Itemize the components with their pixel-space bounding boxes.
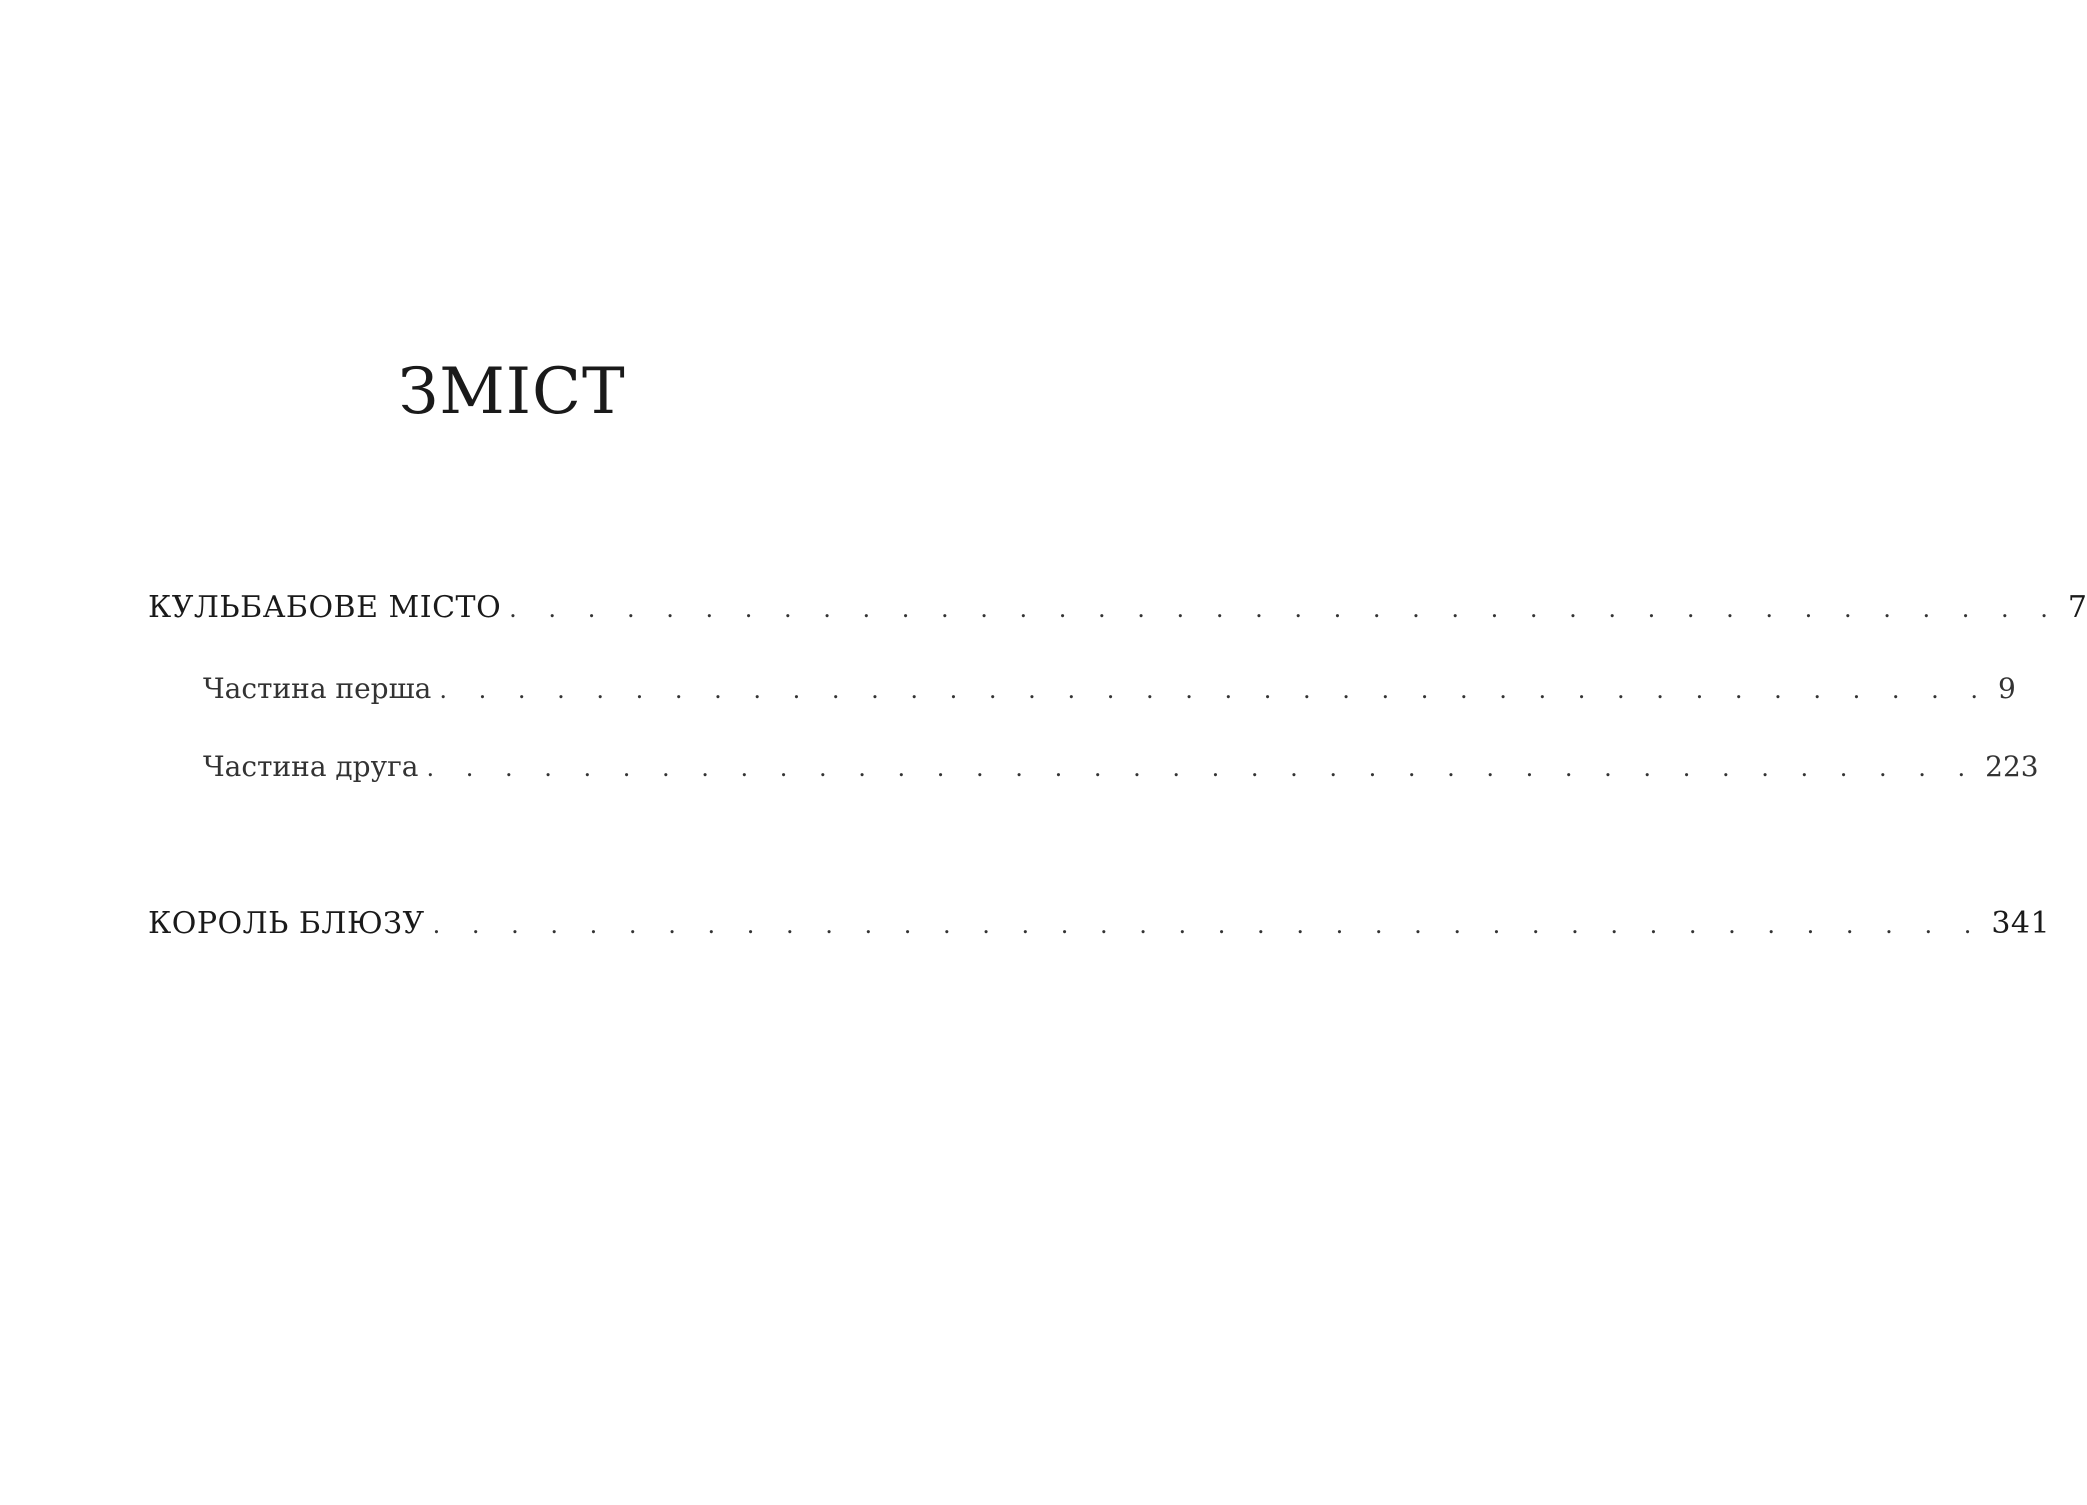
toc-dot-leader: . . . . . . . . . . . . . . . . . . . . . . . . . . . . . . . . . . . . . . . . (509, 595, 2060, 623)
toc-entry-label: Частина друга (203, 750, 419, 783)
toc-entry-part-one (203, 672, 2016, 712)
page-title: ЗМІСТ (398, 355, 626, 429)
toc-dot-leader: . . . . . . . . . . . . . . . . . . . . . . . . . . . . . . . . . . . . . . . . (439, 676, 1990, 704)
toc-entry-page: 7 (2067, 590, 2087, 625)
toc-entry-label: Частина перша (203, 672, 432, 705)
toc-entry-part-two (203, 750, 2039, 790)
toc-entry-label: КУЛЬБАБОВЕ МІСТО (148, 590, 502, 625)
toc-entry-dandelion-city (148, 590, 2087, 630)
toc-dot-leader: . . . . . . . . . . . . . . . . . . . . . . . . . . . . . . . . . . . . . . . . (432, 911, 1984, 939)
toc-entry-blues-king (148, 906, 2051, 946)
toc-dot-leader: . . . . . . . . . . . . . . . . . . . . . . . . . . . . . . . . . . . . . . . . (426, 754, 1978, 782)
toc-entry-page: 9 (1998, 672, 2016, 705)
toc-entry-page: 341 (1991, 906, 2051, 941)
toc-entry-page: 223 (1985, 750, 2039, 783)
toc-entry-label: КОРОЛЬ БЛЮЗУ (148, 906, 425, 941)
